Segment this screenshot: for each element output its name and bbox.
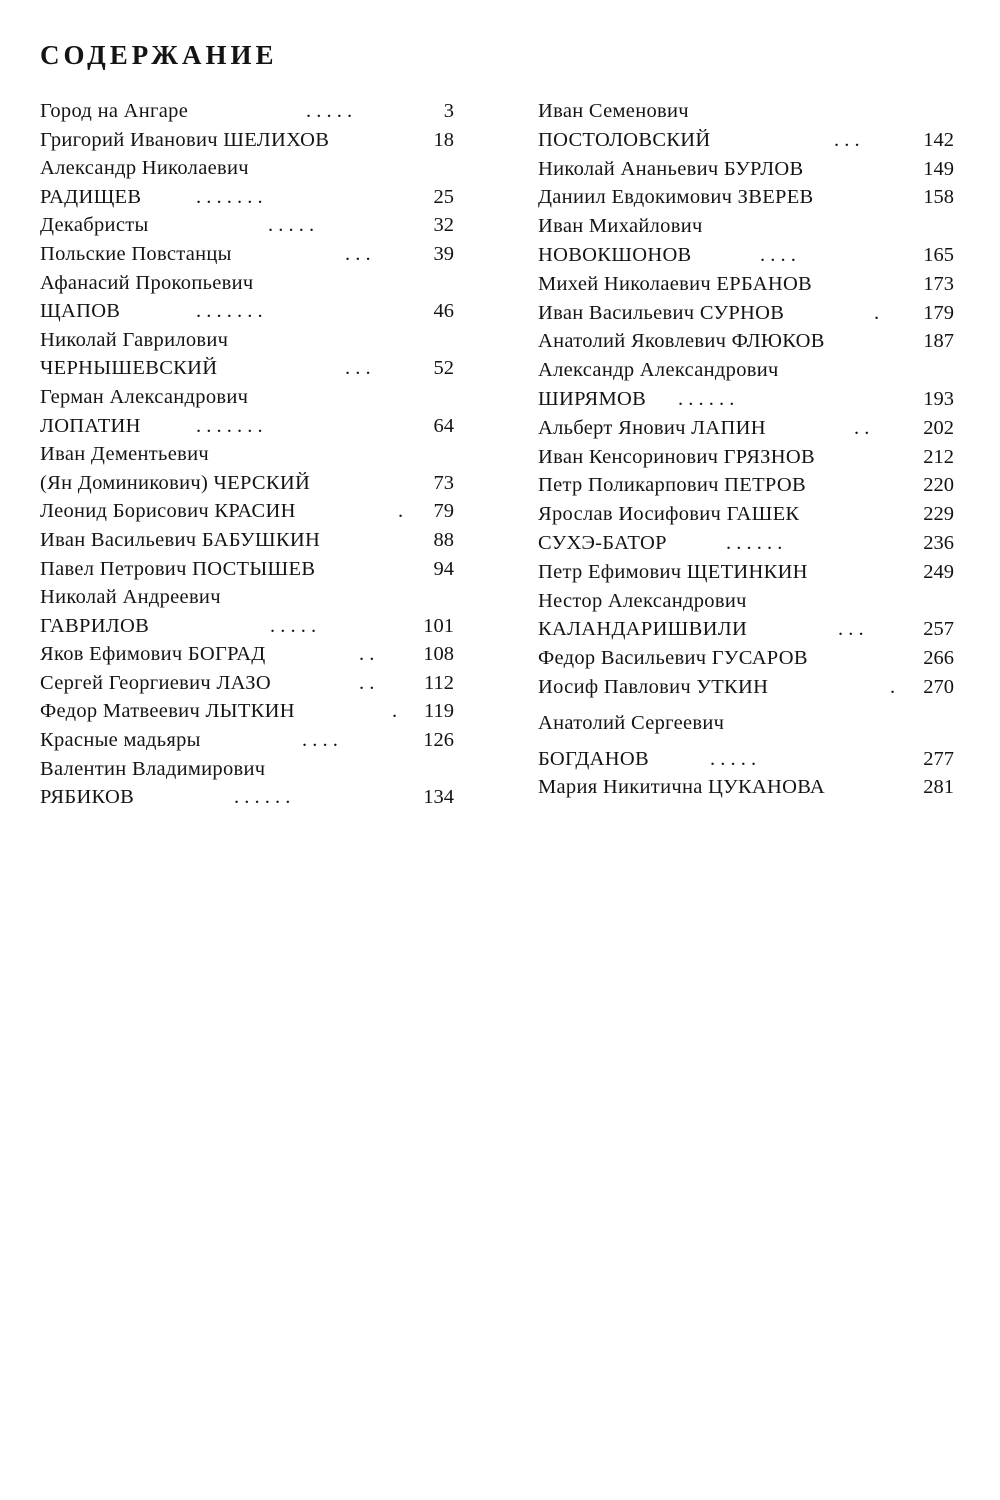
- page-number: 179: [923, 301, 954, 324]
- leader-dots: . . .: [345, 242, 371, 265]
- page-number: 52: [433, 357, 454, 380]
- page-number: 108: [423, 643, 454, 666]
- page-number: 134: [423, 786, 454, 809]
- toc-entry: [538, 327, 954, 356]
- toc-entry: [40, 783, 454, 812]
- leader-dots: . . . . . . .: [196, 300, 263, 323]
- entry-label: Яков Ефимович БОГРАД: [40, 643, 266, 666]
- toc-entry: [538, 471, 954, 500]
- leader-dots: . . .: [345, 357, 371, 380]
- toc-entry: [40, 211, 454, 240]
- entry-label: Александр Александрович: [538, 359, 779, 382]
- page-number: 101: [423, 614, 454, 637]
- toc-entry: [40, 440, 454, 469]
- toc-entry: [40, 326, 454, 355]
- toc-entry: [538, 155, 954, 184]
- leader-dots: .: [874, 301, 880, 324]
- page-number: 25: [433, 185, 454, 208]
- leader-dots: . . . . . .: [678, 387, 735, 410]
- toc-entry: [538, 500, 954, 529]
- page-number: 46: [433, 300, 454, 323]
- toc-entry: [40, 640, 454, 669]
- toc-entry: [40, 412, 454, 441]
- entry-label: Петр Ефимович ЩЕТИНКИН: [538, 560, 808, 583]
- entry-label: ЛОПАТИН: [40, 414, 141, 437]
- page-number: 173: [923, 272, 954, 295]
- toc-entry: [538, 126, 954, 155]
- toc-entry: [538, 241, 954, 270]
- entry-label: Ярослав Иосифович ГАШЕК: [538, 503, 800, 526]
- entry-label: Федор Васильевич ГУСАРОВ: [538, 647, 808, 670]
- page-number: 187: [923, 330, 954, 353]
- page-number: 229: [923, 503, 954, 526]
- entry-label: Герман Александрович: [40, 385, 249, 408]
- leader-dots: .: [392, 700, 398, 723]
- toc-entry: [40, 583, 454, 612]
- toc-entry: [538, 709, 954, 738]
- entry-label: Город на Ангаре: [40, 100, 189, 122]
- toc-entry: [40, 269, 454, 298]
- page-number: 158: [923, 186, 954, 209]
- toc-entry: [40, 755, 454, 784]
- leader-dots: . . . . . .: [234, 786, 291, 809]
- page-number: 32: [433, 214, 454, 237]
- entry-label: Валентин Владимирович: [40, 757, 266, 780]
- page-number: 193: [923, 387, 954, 410]
- entry-label: РАДИЩЕВ: [40, 185, 142, 208]
- page-number: 112: [424, 671, 454, 694]
- toc-entry: [538, 615, 954, 644]
- page-number: 64: [433, 414, 454, 437]
- entry-label: Иван Васильевич СУРНОВ: [538, 301, 785, 324]
- entry-label: Нестор Александрович: [538, 589, 747, 612]
- page-number: 73: [433, 471, 454, 494]
- leader-dots: . . . . .: [306, 100, 353, 122]
- toc-entry: [538, 745, 954, 774]
- toc-entry: [40, 526, 454, 555]
- entry-label: Афанасий Прокопьевич: [40, 271, 254, 294]
- entry-label: Иван Семенович: [538, 100, 689, 122]
- entry-label: ШИРЯМОВ: [538, 387, 647, 410]
- toc-entry: [538, 356, 954, 385]
- entry-label: ПОСТОЛОВСКИЙ: [538, 128, 711, 151]
- entry-label: Павел Петрович ПОСТЫШЕВ: [40, 557, 316, 580]
- toc-entry: [538, 644, 954, 673]
- toc-entry: [538, 212, 954, 241]
- page-number: 236: [923, 531, 954, 554]
- entry-label: Красные мадьяры: [40, 729, 201, 752]
- toc-entry: [40, 240, 454, 269]
- toc-entry: [40, 726, 454, 755]
- page-title: СОДЕРЖАНИЕ: [40, 40, 278, 70]
- entry-label: Мария Никитична ЦУКАНОВА: [538, 776, 826, 799]
- page-number: 119: [424, 700, 454, 723]
- toc-entry: [40, 297, 454, 326]
- entry-label: Александр Николаевич: [40, 157, 249, 180]
- leader-dots: .: [890, 675, 896, 698]
- entry-label: Федор Матвеевич ЛЫТКИН: [40, 700, 295, 723]
- leader-dots: .: [398, 500, 404, 523]
- page-number: 149: [923, 157, 954, 180]
- toc-entry: [538, 183, 954, 212]
- toc-entry: [40, 612, 454, 641]
- toc-entry: [40, 126, 454, 155]
- leader-dots: . . .: [834, 128, 860, 151]
- leader-dots: . .: [359, 671, 375, 694]
- toc-entry: [40, 697, 454, 726]
- entry-label: Николай Андреевич: [40, 586, 221, 609]
- entry-label: Польские Повстанцы: [40, 242, 232, 265]
- toc-entry: [538, 385, 954, 414]
- entry-label: НОВОКШОНОВ: [538, 243, 692, 266]
- page-number: 220: [923, 474, 954, 497]
- entry-label: КАЛАНДАРИШВИЛИ: [538, 618, 748, 641]
- toc-entry: [40, 555, 454, 584]
- toc-entry: [538, 414, 954, 443]
- entry-label: Анатолий Сергеевич: [538, 711, 725, 734]
- entry-label: Даниил Евдокимович ЗВЕРЕВ: [538, 186, 814, 209]
- page-number: 266: [923, 647, 954, 670]
- entry-label: Иван Кенсоринович ГРЯЗНОВ: [538, 445, 815, 468]
- page-number: 88: [433, 528, 454, 551]
- entry-label: Николай Гаврилович: [40, 328, 229, 351]
- toc-entry: [538, 587, 954, 616]
- page-number: 281: [923, 776, 954, 799]
- page-number: 212: [923, 445, 954, 468]
- page-number: 18: [433, 128, 454, 151]
- entry-label: Сергей Георгиевич ЛАЗО: [40, 671, 271, 694]
- toc-entry: [40, 154, 454, 183]
- leader-dots: . . . . . .: [726, 531, 783, 554]
- page-number: 249: [923, 560, 954, 583]
- toc-entry: [40, 354, 454, 383]
- entry-label: Петр Поликарпович ПЕТРОВ: [538, 474, 806, 497]
- entry-label: Леонид Борисович КРАСИН: [40, 500, 296, 523]
- leader-dots: . . . . . . .: [196, 414, 263, 437]
- entry-label: БОГДАНОВ: [538, 747, 649, 770]
- page-number: 79: [433, 500, 454, 523]
- leader-dots: . . . .: [302, 729, 338, 752]
- toc-right-column: [538, 97, 954, 802]
- toc-left-column: [40, 97, 454, 812]
- toc-entry: [538, 558, 954, 587]
- toc-entry: [538, 673, 954, 702]
- page-number: 126: [423, 729, 454, 752]
- entry-label: Декабристы: [40, 214, 149, 237]
- toc-entry: [538, 97, 954, 126]
- entry-label: (Ян Доминикович) ЧЕРСКИЙ: [40, 471, 311, 494]
- toc-entry: [538, 773, 954, 802]
- toc-entry: [40, 383, 454, 412]
- leader-dots: . . . . .: [710, 747, 757, 770]
- entry-label: Альберт Янович ЛАПИН: [538, 416, 766, 439]
- page-number: 39: [433, 242, 454, 265]
- toc-entry: [538, 443, 954, 472]
- page-number: 3: [443, 100, 454, 122]
- leader-dots: . .: [359, 643, 375, 666]
- entry-label: СУХЭ-БАТОР: [538, 531, 667, 554]
- entry-label: ЧЕРНЫШЕВСКИЙ: [40, 357, 218, 380]
- entry-label: Михей Николаевич ЕРБАНОВ: [538, 272, 813, 295]
- page-number: 165: [923, 243, 954, 266]
- toc-entry: [538, 529, 954, 558]
- page-number: 270: [923, 675, 954, 698]
- toc-entry: [40, 97, 454, 126]
- page-number: 142: [923, 128, 954, 151]
- entry-label: ЩАПОВ: [40, 300, 121, 323]
- leader-dots: . . . . .: [268, 214, 315, 237]
- page-number: 94: [433, 557, 454, 580]
- entry-label: Николай Ананьевич БУРЛОВ: [538, 157, 804, 180]
- leader-dots: . . .: [838, 618, 864, 641]
- entry-label: Иосиф Павлович УТКИН: [538, 675, 769, 698]
- entry-label: Анатолий Яковлевич ФЛЮКОВ: [538, 330, 825, 353]
- toc-entry: [40, 669, 454, 698]
- entry-label: Иван Михайлович: [538, 215, 703, 238]
- leader-dots: . . . . . . .: [196, 185, 263, 208]
- toc-entry: [538, 299, 954, 328]
- entry-label: Иван Васильевич БАБУШКИН: [40, 528, 321, 551]
- entry-label: ГАВРИЛОВ: [40, 614, 150, 637]
- page-number: 277: [923, 747, 954, 770]
- toc-entry: [538, 270, 954, 299]
- toc-entry: [40, 469, 454, 498]
- page-number: 257: [923, 618, 954, 641]
- entry-label: Иван Дементьевич: [40, 443, 209, 466]
- leader-dots: . . . . .: [270, 614, 317, 637]
- page-number: 202: [923, 416, 954, 439]
- entry-label: Григорий Иванович ШЕЛИХОВ: [40, 128, 330, 151]
- leader-dots: . . . .: [760, 243, 796, 266]
- toc-entry: [40, 497, 454, 526]
- toc-entry: [40, 183, 454, 212]
- leader-dots: . .: [854, 416, 870, 439]
- entry-label: РЯБИКОВ: [40, 786, 135, 809]
